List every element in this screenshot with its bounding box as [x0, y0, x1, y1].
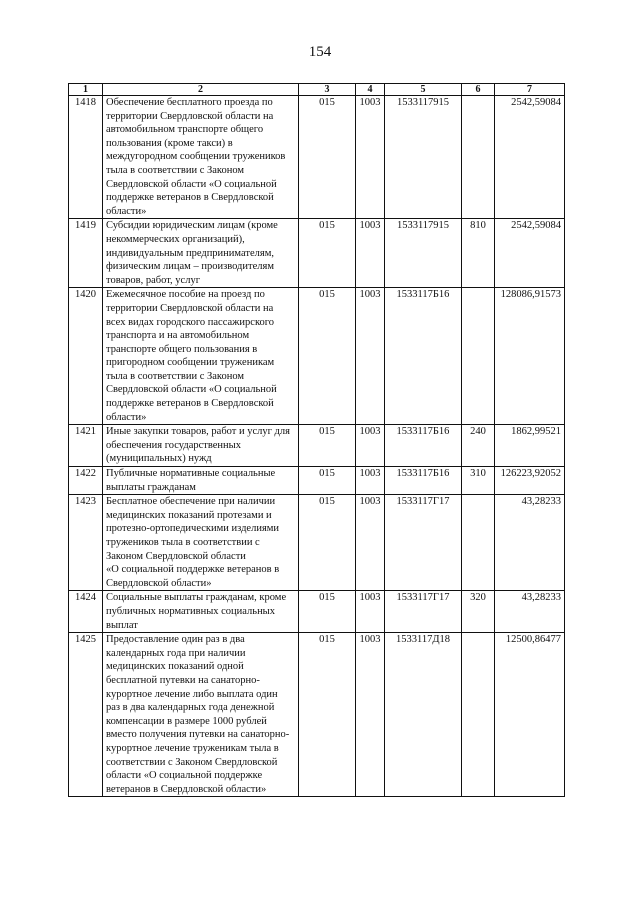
row-code-3: 015 — [299, 425, 356, 467]
row-number: 1419 — [69, 219, 103, 288]
row-name: Иные закупки товаров, работ и услуг для обеспечения государственных (муниципальных) нужд — [103, 425, 299, 467]
row-amount: 43,28233 — [495, 591, 565, 633]
row-name: Бесплатное обеспечение при наличии медицинских показаний протезами и протезно-ортопедическими изделиями тружеников тыла в соответствии с Законом Свердловской области «О социальной поддержке ветеранов в Свердловской области» — [103, 495, 299, 591]
table-row — [69, 288, 565, 425]
row-code-3: 015 — [299, 633, 356, 797]
row-code-5: 1533117Б16 — [385, 288, 462, 425]
row-amount: 12500,86477 — [495, 633, 565, 797]
row-code-4: 1003 — [356, 425, 385, 467]
row-code-6 — [462, 633, 495, 797]
row-amount: 128086,91573 — [495, 288, 565, 425]
table-body — [69, 96, 565, 797]
page-number: 154 — [308, 44, 332, 60]
row-name: Обеспечение бесплатного проезда по территории Свердловской области на автомобильном транспорте общего пользования (кроме такси) в междугородном сообщении тружеников тыла в соответствии с Законом Свердловской области «О социальной поддержке ветеранов в Свердловской области» — [103, 96, 299, 219]
row-code-6: 320 — [462, 591, 495, 633]
row-amount: 2542,59084 — [495, 96, 565, 219]
header-col-7: 7 — [495, 84, 565, 96]
row-code-4: 1003 — [356, 219, 385, 288]
row-amount: 1862,99521 — [495, 425, 565, 467]
row-code-3: 015 — [299, 495, 356, 591]
row-code-6: 810 — [462, 219, 495, 288]
row-code-3: 015 — [299, 467, 356, 495]
header-col-4: 4 — [356, 84, 385, 96]
row-code-5: 1533117Б16 — [385, 425, 462, 467]
row-amount: 126223,92052 — [495, 467, 565, 495]
header-col-5: 5 — [385, 84, 462, 96]
row-number: 1423 — [69, 495, 103, 591]
table-header — [69, 84, 565, 96]
row-code-5: 1533117Б16 — [385, 467, 462, 495]
row-number: 1422 — [69, 467, 103, 495]
row-code-3: 015 — [299, 288, 356, 425]
row-code-5: 1533117915 — [385, 96, 462, 219]
header-col-2: 2 — [103, 84, 299, 96]
row-code-6 — [462, 495, 495, 591]
table-row — [69, 96, 565, 219]
row-code-4: 1003 — [356, 633, 385, 797]
row-name: Социальные выплаты гражданам, кроме публичных нормативных социальных выплат — [103, 591, 299, 633]
row-amount: 2542,59084 — [495, 219, 565, 288]
row-code-3: 015 — [299, 219, 356, 288]
row-code-6 — [462, 96, 495, 219]
row-code-3: 015 — [299, 591, 356, 633]
budget-table — [68, 83, 565, 797]
row-number: 1425 — [69, 633, 103, 797]
row-number: 1418 — [69, 96, 103, 219]
row-code-5: 1533117Д18 — [385, 633, 462, 797]
row-number: 1421 — [69, 425, 103, 467]
row-number: 1424 — [69, 591, 103, 633]
table-row — [69, 633, 565, 797]
row-code-4: 1003 — [356, 467, 385, 495]
row-code-4: 1003 — [356, 96, 385, 219]
row-code-6: 310 — [462, 467, 495, 495]
header-col-6: 6 — [462, 84, 495, 96]
row-code-5: 1533117Г17 — [385, 591, 462, 633]
row-name: Ежемесячное пособие на проезд по территории Свердловской области на всех видах городского пассажирского транспорта и на автомобильном транспорте общего пользования в пригородном сообщении труженикам тыла в соответствии с Законом Свердловской области «О социальной поддержке ветеранов в Свердловской области» — [103, 288, 299, 425]
row-code-6: 240 — [462, 425, 495, 467]
row-code-4: 1003 — [356, 495, 385, 591]
row-name: Предоставление один раз в два календарных года при наличии медицинских показаний одной бесплатной путевки на санаторно- курортное лечение либо выплата один раз в два календарных года денежной компенсации в размере 1000 рублей вместо получения путевки на санаторно- курортное лечение труженикам тыла в соответствии с Законом Свердловской области «О социальной поддержке ветеранов в Свердловской области» — [103, 633, 299, 797]
row-name: Публичные нормативные социальные выплаты гражданам — [103, 467, 299, 495]
row-amount: 43,28233 — [495, 495, 565, 591]
row-code-4: 1003 — [356, 288, 385, 425]
row-code-3: 015 — [299, 96, 356, 219]
table-row — [69, 495, 565, 591]
row-code-6 — [462, 288, 495, 425]
header-col-1: 1 — [69, 84, 103, 96]
row-code-5: 1533117915 — [385, 219, 462, 288]
table-row — [69, 591, 565, 633]
row-number: 1420 — [69, 288, 103, 425]
row-code-4: 1003 — [356, 591, 385, 633]
table-row — [69, 219, 565, 288]
row-name: Субсидии юридическим лицам (кроме некоммерческих организаций), индивидуальным предпринимателям, физическим лицам – производителям товаров, работ, услуг — [103, 219, 299, 288]
table-row — [69, 467, 565, 495]
table-row — [69, 425, 565, 467]
row-code-5: 1533117Г17 — [385, 495, 462, 591]
header-col-3: 3 — [299, 84, 356, 96]
